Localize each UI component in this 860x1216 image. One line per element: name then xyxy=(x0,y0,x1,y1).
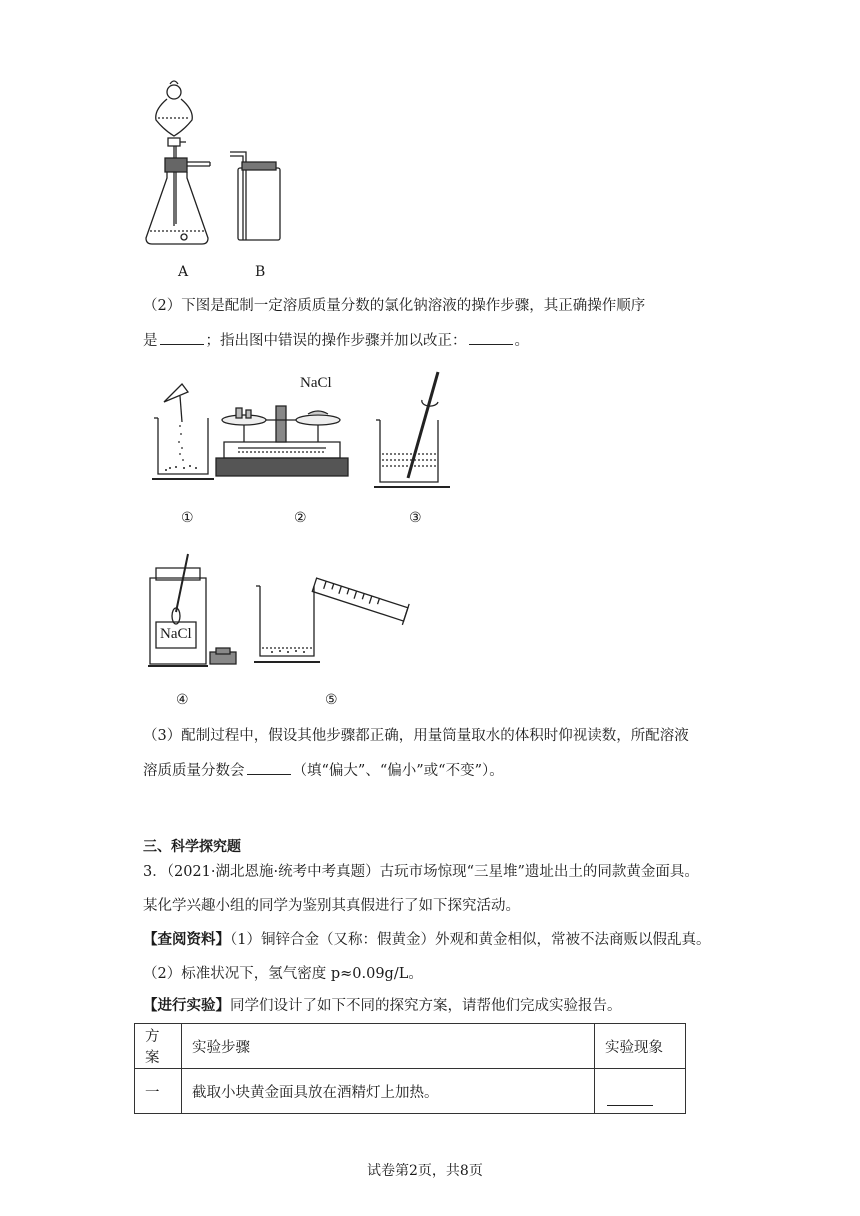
answer-blank[interactable] xyxy=(469,330,513,345)
experiment-report-table xyxy=(134,1023,686,1114)
step4-label: ④ xyxy=(176,692,189,708)
cell-plan: 一 xyxy=(135,1069,182,1114)
q3-line1: （3）配制过程中，假设其他步骤都正确，用量筒量取水的体积时仰视读数，所配溶液 xyxy=(143,728,689,744)
answer-blank[interactable] xyxy=(160,330,204,345)
page-footer: 试卷第2页，共8页 xyxy=(367,1163,483,1179)
reference-line1: 【查阅资料】（1）铜锌合金（又称：假黄金）外观和黄金相似，常被不法商贩以假乱真。 xyxy=(143,931,711,948)
problem3-line1: 3．（2021·湖北恩施·统考中考真题）古玩市场惊现“三星堆”遗址出土的同款黄金面具。 xyxy=(143,864,699,880)
q2-line2: 是 ；指出图中错误的操作步骤并加以改正： 。 xyxy=(143,330,529,351)
apparatus-label-a: A xyxy=(178,264,189,280)
apparatus-b-gas-bottle xyxy=(228,150,288,250)
step4-nacl-jar-illustration xyxy=(146,552,246,670)
table-row xyxy=(135,1069,686,1114)
step5-label: ⑤ xyxy=(325,692,338,708)
cell-phenomenon xyxy=(595,1069,686,1114)
cell-step: 截取小块黄金面具放在酒精灯上加热。 xyxy=(182,1069,595,1114)
experiment-tag: 【进行实验】 xyxy=(143,997,230,1014)
apparatus-label-b: B xyxy=(255,264,266,280)
experiment-intro: 【进行实验】同学们设计了如下不同的探究方案，请帮他们完成实验报告。 xyxy=(143,997,622,1014)
step2-label: ② xyxy=(294,510,307,526)
section-title: 三、科学探究题 xyxy=(143,839,241,855)
reference-line2: （2）标准状况下，氢气密度 p≈0.09g/L。 xyxy=(143,966,423,982)
jar-nacl-label: NaCl xyxy=(160,626,192,642)
step3-stir-illustration xyxy=(372,370,452,490)
answer-blank[interactable] xyxy=(607,1091,653,1106)
balance-nacl-label: NaCl xyxy=(300,375,332,391)
problem3-line2: 某化学兴趣小组的同学为鉴别其真假进行了如下探究活动。 xyxy=(143,898,520,914)
q3-line2: 溶质质量分数会 （填“偏大”、“偏小”或“不变”）。 xyxy=(143,760,504,781)
step2-balance-illustration xyxy=(214,380,354,486)
step1-label: ① xyxy=(181,510,194,526)
apparatus-a-flask-funnel xyxy=(140,78,230,258)
step3-label: ③ xyxy=(409,510,422,526)
q2-line1: （2）下图是配制一定溶质质量分数的氯化钠溶液的操作步骤，其正确操作顺序 xyxy=(143,298,646,314)
step1-pour-solid-illustration xyxy=(150,382,216,482)
step5-cylinder-pour-illustration xyxy=(252,576,422,666)
answer-blank[interactable] xyxy=(247,760,291,775)
header-step: 实验步骤 xyxy=(182,1024,595,1069)
table-header-row xyxy=(135,1024,686,1069)
header-phenomenon: 实验现象 xyxy=(595,1024,686,1069)
reference-tag: 【查阅资料】 xyxy=(143,931,230,948)
header-plan: 方案 xyxy=(135,1024,182,1069)
